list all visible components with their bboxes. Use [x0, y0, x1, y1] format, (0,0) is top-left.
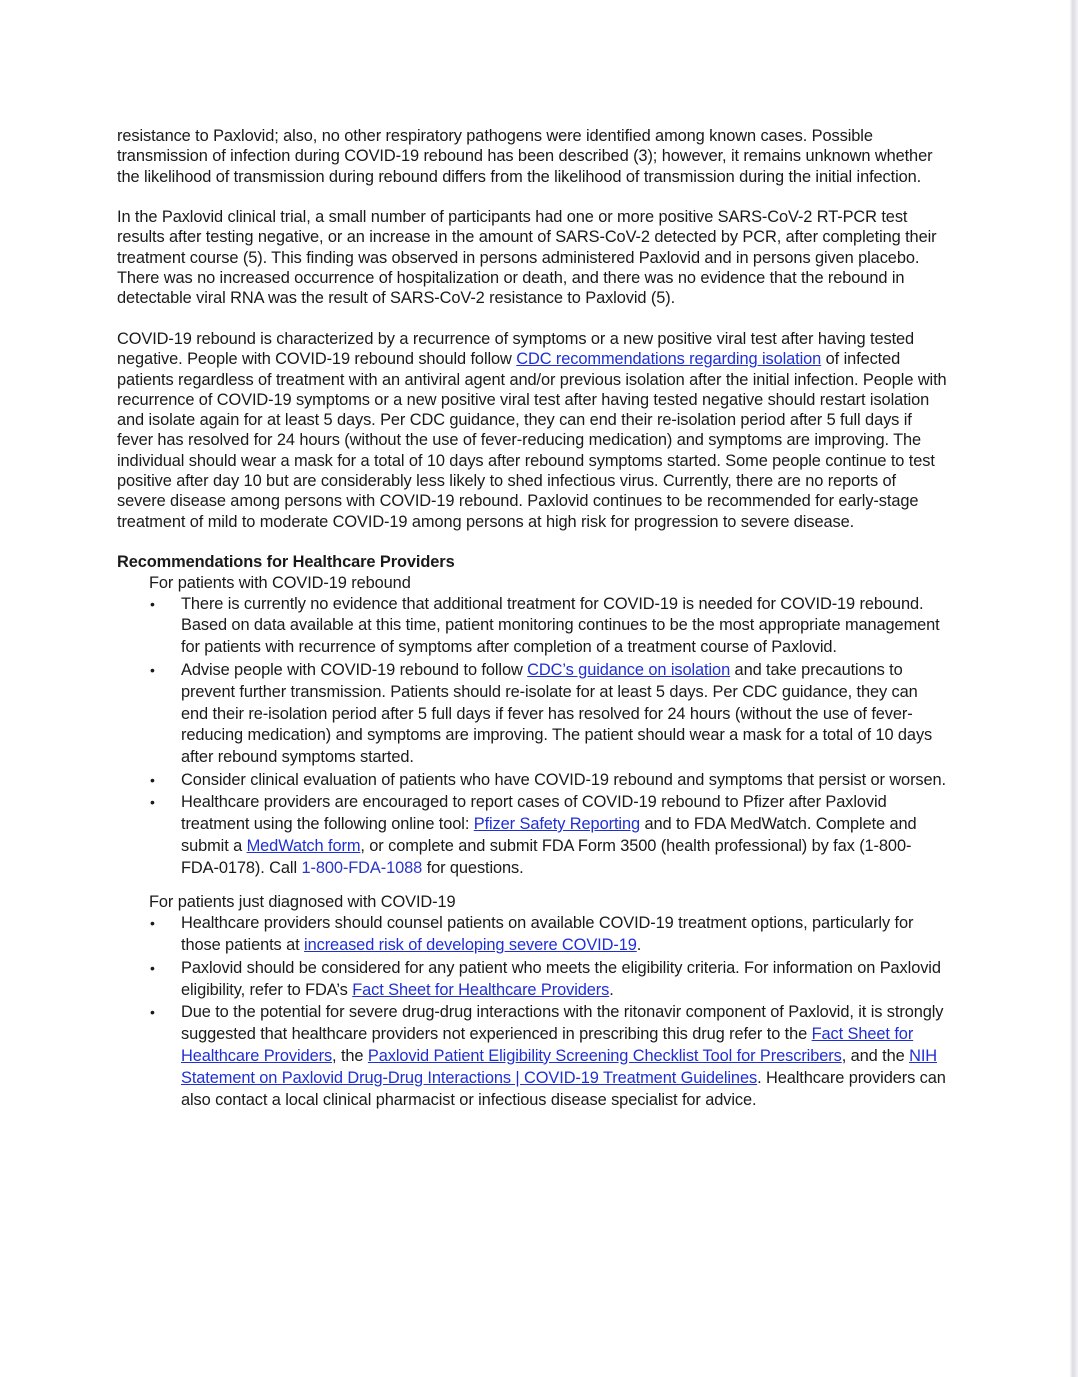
increased-risk-link[interactable]: increased risk of developing severe COVID-19: [304, 936, 637, 955]
diagnosed-recommendations-list: [117, 913, 947, 1111]
bullet-icon: •: [150, 661, 155, 678]
nih-statement-link[interactable]: NIH Statement on Paxlovid Drug-Drug Interactions | COVID-19 Treatment Guidelines: [181, 1046, 938, 1087]
list-item: • Healthcare providers should counsel patients on available COVID-19 treatment options, particularly for those patients at increased risk of developing severe COVID-19.: [150, 914, 914, 955]
bullet-icon: •: [150, 915, 155, 932]
paragraph-resistance: resistance to Paxlovid; also, no other respiratory pathogens were identified among known cases. Possible transmission of infection during COVID-19 rebound has been described (3); however, it remains unknown whether the likelihood of transmission during rebound differs from the likelihood of transmission during the initial infection.: [117, 127, 933, 186]
spacer: [117, 880, 947, 892]
eligibility-checklist-link[interactable]: Paxlovid Patient Eligibility Screening Checklist Tool for Prescribers: [367, 1046, 842, 1065]
fda-phone-link[interactable]: 1-800-FDA-1088: [301, 858, 423, 877]
list-item: • Due to the potential for severe drug-drug interactions with the ritonavir component of Paxlovid, it is strongly suggested that healthcare providers not experienced in prescribing this drug refer to the Fact Sheet for Healthcare Providers, the Paxlovid Patient Eligibility Screening Checklist Tool for Prescribers, and the NIH Statement on Paxlovid Drug-Drug Interactions | COVID-19 Treatment Guidelines. Healthcare providers can also contact a local clinical pharmacist or infectious disease specialist for advice.: [150, 1002, 946, 1109]
bullet-icon: •: [150, 959, 155, 976]
bullet-icon: •: [150, 794, 155, 811]
fact-sheet-link[interactable]: Fact Sheet for Healthcare Providers: [352, 980, 610, 999]
list-item: • Healthcare providers are encouraged to report cases of COVID-19 rebound to Pfizer after Paxlovid treatment using the following online tool: Pfizer Safety Reporting and to FDA MedWatch. Complete and submit a MedWatch form, or complete and submit FDA Form 3500 (health professional) by fax (1-800-FDA-0178). Call 1-800-FDA-1088 for questions.: [150, 793, 917, 877]
paragraph-rebound-definition: COVID-19 rebound is characterized by a recurrence of symptoms or a new positive viral test after having tested negative. People with COVID-19 rebound should follow CDC recommendations regarding isolation of infected patients regardless of treatment with an antiviral agent and/or previous isolation after the initial infection. People with recurrence of COVID-19 symptoms or a new positive viral test after having tested negative should restart isolation and isolate again for at least 5 days. Per CDC guidance, they can end their re-isolation period after 5 full days if fever has resolved for 24 hours (without the use of fever-reducing medication) and symptoms are improving. The individual should wear a mask for a total of 10 days after rebound symptoms started. Some people continue to test positive after day 10 but are considerably less likely to shed infectious virus. Currently, there are no reports of severe disease among persons with COVID-19 rebound. Paxlovid continues to be recommended for early-stage treatment of mild to moderate COVID-19 among persons at high risk for progression to severe disease.: [117, 329, 947, 531]
cdc-isolation-recommendations-link[interactable]: CDC recommendations regarding isolation: [516, 350, 822, 369]
list-item: • Paxlovid should be considered for any patient who meets the eligibility criteria. For information on Paxlovid eligibility, refer to FDA’s Fact Sheet for Healthcare Providers.: [150, 958, 941, 999]
cdc-guidance-isolation-link[interactable]: CDC’s guidance on isolation: [527, 660, 731, 679]
section-title: Recommendations for Healthcare Providers: [117, 553, 455, 572]
list-item: • There is currently no evidence that additional treatment for COVID-19 is needed for COVID-19 rebound. Based on data available at this time, patient monitoring continues to be the most appropriate management for patients with recurrence of symptoms after completion of a treatment course of Paxlovid.: [150, 594, 940, 657]
list-item: • Consider clinical evaluation of patients who have COVID-19 rebound and symptoms that persist or worsen.: [117, 770, 947, 792]
pfizer-safety-reporting-link[interactable]: Pfizer Safety Reporting: [473, 815, 640, 834]
subhead-diagnosed: For patients just diagnosed with COVID-19: [149, 893, 456, 912]
paragraph-clinical-trial: In the Paxlovid clinical trial, a small number of participants had one or more positive SARS-CoV-2 RT-PCR test results after testing negative, or an increase in the amount of SARS-CoV-2 detected by PCR, after completing their treatment course (5). This finding was observed in persons administered Paxlovid and in persons given placebo. There was no increased occurrence of hospitalization or death, and there was no evidence that the rebound in detectable viral RNA was the result of SARS-CoV-2 resistance to Paxlovid (5).: [117, 208, 937, 308]
subhead-rebound: For patients with COVID-19 rebound: [149, 573, 411, 592]
page-edge-scrollbar[interactable]: [1070, 0, 1078, 1377]
medwatch-form-link[interactable]: MedWatch form: [246, 837, 361, 855]
document-body: [117, 126, 947, 1112]
bullet-icon: •: [150, 771, 155, 788]
list-item: • Advise people with COVID-19 rebound to follow CDC’s guidance on isolation and take precautions to prevent further transmission. Patients should re-isolate for at least 5 days. Per CDC guidance, they can end their re-isolation period after 5 full days if fever has resolved for 24 hours (without the use of fever-reducing medication) and symptoms are improving. The patient should wear a mask for a total of 10 days after rebound symptoms started.: [150, 660, 933, 767]
bullet-icon: •: [150, 595, 155, 612]
bullet-icon: •: [150, 1003, 155, 1020]
fact-sheet-link-2[interactable]: Fact Sheet for Healthcare Providers: [181, 1024, 914, 1065]
rebound-recommendations-list: [117, 594, 947, 880]
